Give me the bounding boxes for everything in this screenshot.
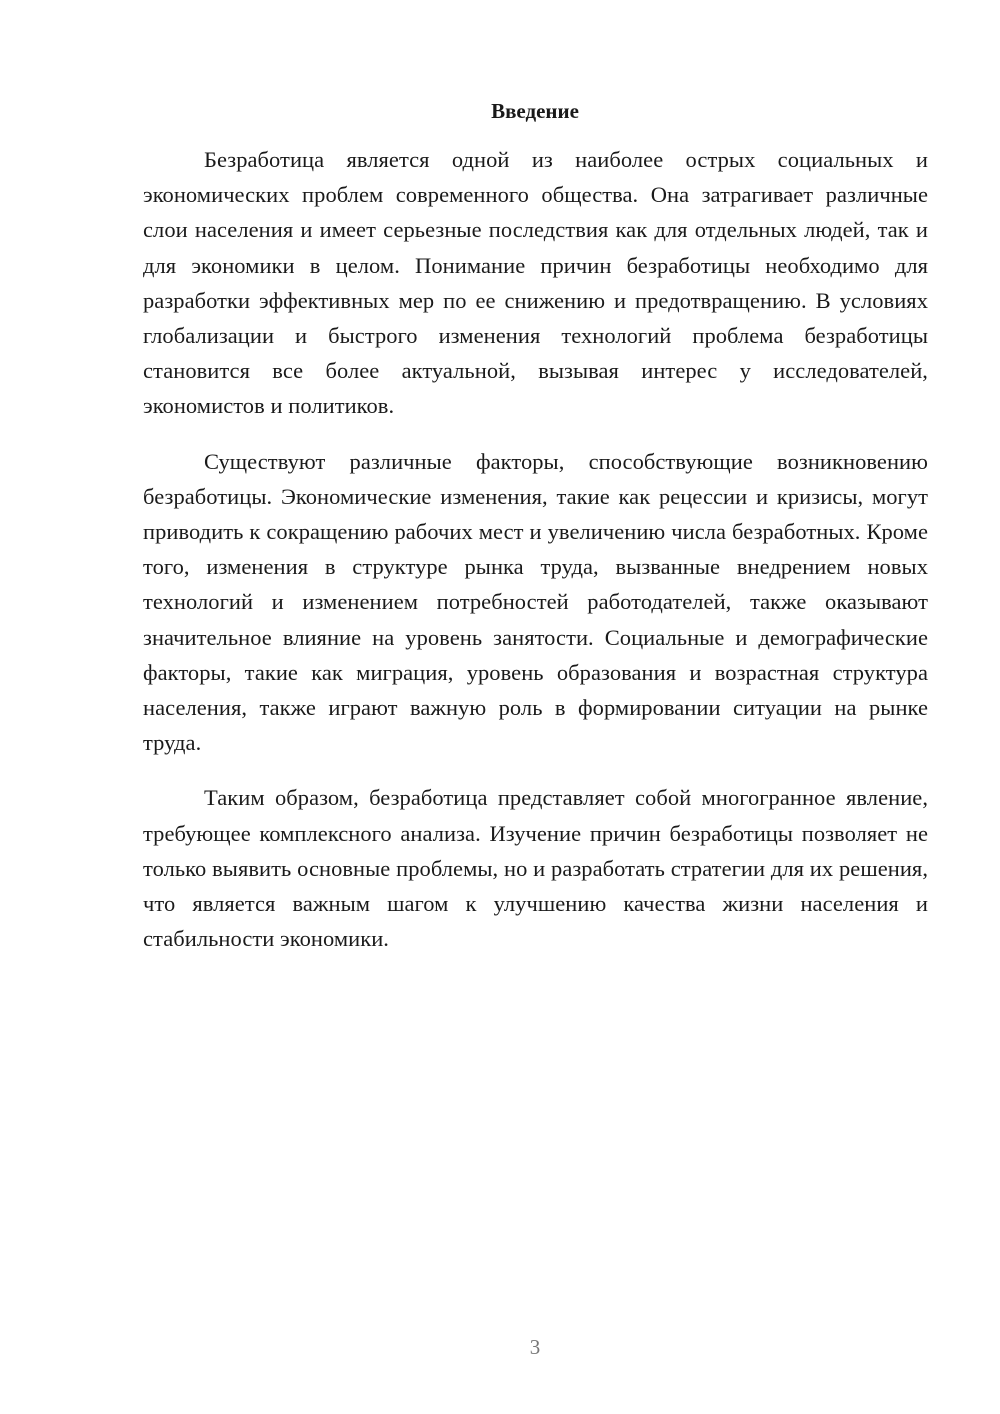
paragraph-2: Существуют различные факторы, способствующие возникновению безработицы. Экономические изменения, такие как рецессии и кризисы, могут приводить к сокращению рабочих мест и увеличению числа безработных. Кроме того, изменения в структуре рынка труда, вызванные внедрением новых технологий и изменением потребностей работодателей, также оказывают значительное влияние на уровень занятости. Социальные и демографические факторы, такие как миграция, уровень образования и возрастная структура населения, также играют важную роль в формировании ситуации на рынке труда. — [143, 448, 928, 756]
page-number: 3 — [529, 1335, 541, 1359]
paragraph-3: Таким образом, безработица представляет собой многогранное явление, требующее комплексного анализа. Изучение причин безработицы позволяет не только выявить основные проблемы, но и разработать стратегии для их решения, что является важным шагом к улучшению качества жизни населения и стабильности экономики. — [143, 785, 928, 952]
paragraph-1: Безработица является одной из наиболее острых социальных и экономических проблем современного общества. Она затрагивает различные слои населения и имеет серьезные последствия как для отдельных людей, так и для экономики в целом. Понимание причин безработицы необходимо для разработки эффективных мер по ее снижению и предотвращению. В условиях глобализации и быстрого изменения технологий проблема безработицы становится все более актуальной, вызывая интерес у исследователей, экономистов и политиков. — [143, 147, 928, 419]
body-text — [143, 142, 928, 956]
section-heading: Введение — [491, 99, 579, 123]
